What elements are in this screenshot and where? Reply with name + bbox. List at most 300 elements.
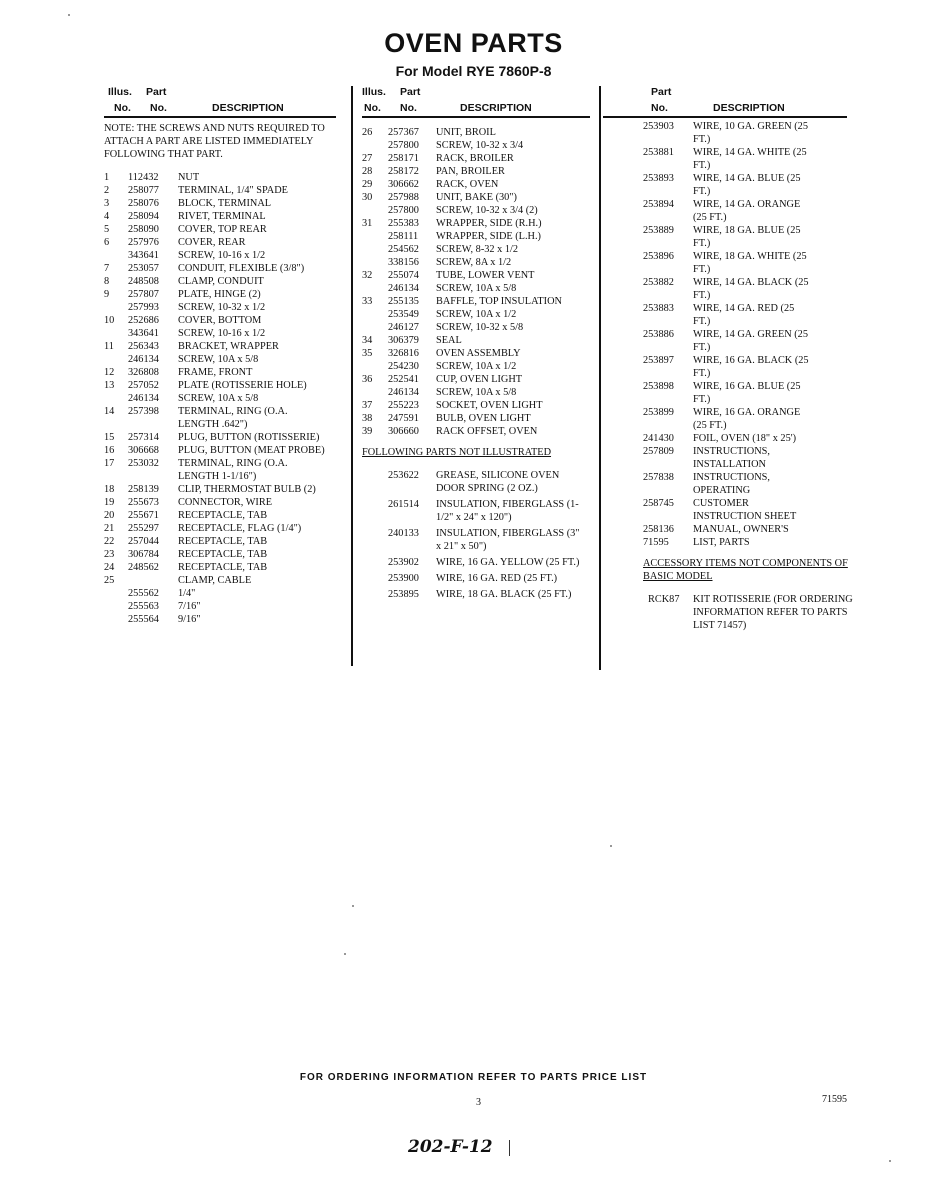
part-description: INSTRUCTIONS, INSTALLATION xyxy=(693,446,770,470)
part-number: 343641 xyxy=(128,328,159,339)
header-rule xyxy=(104,116,336,118)
table-row xyxy=(104,548,340,561)
table-row xyxy=(362,269,594,282)
part-description: PLUG, BUTTON (ROTISSERIE) xyxy=(178,432,320,443)
table-row xyxy=(104,561,340,574)
header-description: DESCRIPTION xyxy=(460,102,532,114)
part-number: 253889 xyxy=(643,225,674,236)
part-number: 257800 xyxy=(388,140,419,151)
part-description: SCREW, 10A x 1/2 xyxy=(436,361,517,372)
table-row xyxy=(104,288,340,301)
illus-number: 32 xyxy=(362,270,373,281)
part-number: 257800 xyxy=(388,205,419,216)
illus-number: 17 xyxy=(104,458,115,469)
table-row xyxy=(104,184,340,197)
part-number: 255297 xyxy=(128,523,159,534)
illus-number: 23 xyxy=(104,549,115,560)
table-row xyxy=(362,191,594,204)
part-number: 255562 xyxy=(128,588,159,599)
part-number: 258076 xyxy=(128,198,159,209)
illus-number: 5 xyxy=(104,224,110,235)
part-number: 257044 xyxy=(128,536,159,547)
column-header xyxy=(104,86,340,118)
header-part: Part xyxy=(400,86,421,98)
part-description: SOCKET, OVEN LIGHT xyxy=(436,400,543,411)
part-number: 257367 xyxy=(388,127,419,138)
part-number: 255563 xyxy=(128,601,159,612)
part-description: WIRE, 16 GA. BLACK (25 FT.) xyxy=(693,355,809,379)
part-number: 253899 xyxy=(643,407,674,418)
part-number: 253622 xyxy=(388,470,419,481)
part-description: SCREW, 10-32 x 1/2 xyxy=(178,302,266,313)
part-number: 255135 xyxy=(388,296,419,307)
illus-number: 31 xyxy=(362,218,373,229)
table-row xyxy=(362,139,594,152)
illus-number: 29 xyxy=(362,179,373,190)
part-number: 343641 xyxy=(128,250,159,261)
header-rule xyxy=(603,116,847,118)
part-description: INSULATION, FIBERGLASS (3" x 21" x 50") xyxy=(436,528,580,552)
illus-number: 13 xyxy=(104,380,115,391)
header-no-illus: No. xyxy=(364,102,381,114)
part-description: WIRE, 18 GA. BLUE (25 FT.) xyxy=(693,225,801,249)
header-no-part: No. xyxy=(150,102,167,114)
illus-number: 25 xyxy=(104,575,115,586)
part-description: TERMINAL, 1/4" SPADE xyxy=(178,185,288,196)
illus-number: 14 xyxy=(104,406,115,417)
screws-note: NOTE: THE SCREWS AND NUTS REQUIRED TO ATTACH A PART ARE LISTED IMMEDIATELY FOLLOWING THAT PART. xyxy=(104,123,325,160)
part-description: BRACKET, WRAPPER xyxy=(178,341,279,352)
table-row xyxy=(362,165,594,178)
part-number: 248562 xyxy=(128,562,159,573)
part-number: 257993 xyxy=(128,302,159,313)
not-illustrated-heading: FOLLOWING PARTS NOT ILLUSTRATED xyxy=(362,447,552,458)
part-description: WIRE, 14 GA. BLUE (25 FT.) xyxy=(693,173,801,197)
table-row xyxy=(643,445,863,471)
table-row xyxy=(643,593,863,632)
part-number: 258090 xyxy=(128,224,159,235)
scan-speck xyxy=(68,14,70,16)
table-row xyxy=(643,120,863,146)
table-row xyxy=(104,197,340,210)
part-number: 255564 xyxy=(128,614,159,625)
part-description: SCREW, 10-16 x 1/2 xyxy=(178,328,266,339)
table-row xyxy=(104,171,340,184)
part-description: COVER, REAR xyxy=(178,237,246,248)
illus-number: 4 xyxy=(104,211,110,222)
illus-number: 8 xyxy=(104,276,110,287)
pen-mark xyxy=(509,1140,510,1156)
table-row xyxy=(104,392,340,405)
part-number: 261514 xyxy=(388,499,419,510)
part-number: 253900 xyxy=(388,573,419,584)
part-description: RECEPTACLE, TAB xyxy=(178,562,268,573)
part-description: TERMINAL, RING (O.A. LENGTH 1-1/16") xyxy=(178,458,288,482)
illus-number: 28 xyxy=(362,166,373,177)
part-number: 257314 xyxy=(128,432,159,443)
parts-list xyxy=(643,120,863,549)
table-row xyxy=(104,483,340,496)
part-description: WRAPPER, SIDE (R.H.) xyxy=(436,218,542,229)
table-row xyxy=(104,301,340,314)
illus-number: 33 xyxy=(362,296,373,307)
parts-column-3 xyxy=(643,86,863,632)
table-row xyxy=(362,425,594,438)
part-number: 253886 xyxy=(643,329,674,340)
header-rule xyxy=(362,116,590,118)
part-description: OVEN ASSEMBLY xyxy=(436,348,521,359)
part-number: 253881 xyxy=(643,147,674,158)
part-description: RECEPTACLE, TAB xyxy=(178,510,268,521)
illus-number: 27 xyxy=(362,153,373,164)
part-description: WIRE, 14 GA. GREEN (25 FT.) xyxy=(693,329,808,353)
part-description: SCREW, 10-16 x 1/2 xyxy=(178,250,266,261)
part-description: 9/16" xyxy=(178,614,201,625)
table-row xyxy=(362,469,594,495)
column-header xyxy=(643,86,863,118)
table-row xyxy=(104,522,340,535)
part-description: SEAL xyxy=(436,335,462,346)
table-row xyxy=(104,405,340,431)
part-number: 258077 xyxy=(128,185,159,196)
part-number: 253057 xyxy=(128,263,159,274)
part-description: GREASE, SILICONE OVEN DOOR SPRING (2 OZ.) xyxy=(436,470,560,494)
part-number: 255673 xyxy=(128,497,159,508)
table-row xyxy=(643,224,863,250)
part-description: BAFFLE, TOP INSULATION xyxy=(436,296,562,307)
part-number: 306662 xyxy=(388,179,419,190)
part-description: RECEPTACLE, FLAG (1/4") xyxy=(178,523,302,534)
part-number: 257398 xyxy=(128,406,159,417)
part-description: INSTRUCTIONS, OPERATING xyxy=(693,472,770,496)
part-number: 253903 xyxy=(643,121,674,132)
table-row xyxy=(643,276,863,302)
table-row xyxy=(362,308,594,321)
part-description: WIRE, 16 GA. RED (25 FT.) xyxy=(436,573,558,584)
part-number: 253896 xyxy=(643,251,674,262)
part-description: WIRE, 16 GA. YELLOW (25 FT.) xyxy=(436,557,580,568)
part-description: WIRE, 18 GA. WHITE (25 FT.) xyxy=(693,251,807,275)
part-number: 241430 xyxy=(643,433,674,444)
part-number: 253895 xyxy=(388,589,419,600)
header-description: DESCRIPTION xyxy=(212,102,284,114)
illus-number: 38 xyxy=(362,413,373,424)
table-row xyxy=(643,198,863,224)
part-number: 338156 xyxy=(388,257,419,268)
part-description: PLATE, HINGE (2) xyxy=(178,289,261,300)
part-number: 255223 xyxy=(388,400,419,411)
table-row xyxy=(362,373,594,386)
part-number: 71595 xyxy=(643,537,669,548)
part-number: 254562 xyxy=(388,244,419,255)
column-divider xyxy=(351,86,353,666)
column-divider xyxy=(599,86,601,670)
part-description: COVER, BOTTOM xyxy=(178,315,262,326)
part-number: 252686 xyxy=(128,315,159,326)
table-row xyxy=(362,527,594,553)
table-row xyxy=(643,471,863,497)
parts-column-1 xyxy=(104,86,340,626)
part-number: 326816 xyxy=(388,348,419,359)
part-description: CLAMP, CONDUIT xyxy=(178,276,264,287)
part-description: RECEPTACLE, TAB xyxy=(178,536,268,547)
part-description: PLATE (ROTISSERIE HOLE) xyxy=(178,380,307,391)
table-row xyxy=(362,347,594,360)
part-number: 253032 xyxy=(128,458,159,469)
part-number: 112432 xyxy=(128,172,159,183)
handwritten-note: 202-F-12 xyxy=(408,1137,493,1157)
part-number: 246127 xyxy=(388,322,419,333)
header-description: DESCRIPTION xyxy=(713,102,785,114)
header-no-part: No. xyxy=(400,102,417,114)
part-number: 246134 xyxy=(388,283,419,294)
header-part: Part xyxy=(146,86,167,98)
table-row xyxy=(643,146,863,172)
part-number: 255074 xyxy=(388,270,419,281)
illus-number: 18 xyxy=(104,484,115,495)
illus-number: 36 xyxy=(362,374,373,385)
illus-number: 10 xyxy=(104,315,115,326)
part-number: 257807 xyxy=(128,289,159,300)
part-description: SCREW, 10A x 5/8 xyxy=(436,387,517,398)
part-number: 246134 xyxy=(128,393,159,404)
part-description: WRAPPER, SIDE (L.H.) xyxy=(436,231,541,242)
parts-list xyxy=(362,126,594,438)
accessory-heading: ACCESSORY ITEMS NOT COMPONENTS OF BASIC MODEL xyxy=(643,558,848,582)
part-number: 247591 xyxy=(388,413,419,424)
illus-number: 21 xyxy=(104,523,115,534)
part-number: 258745 xyxy=(643,498,674,509)
part-description: SCREW, 10A x 5/8 xyxy=(436,283,517,294)
part-description: RECEPTACLE, TAB xyxy=(178,549,268,560)
part-number: RCK87 xyxy=(648,594,680,605)
part-description: TUBE, LOWER VENT xyxy=(436,270,535,281)
part-description: RACK OFFSET, OVEN xyxy=(436,426,538,437)
table-row xyxy=(362,360,594,373)
part-description: SCREW, 8-32 x 1/2 xyxy=(436,244,519,255)
table-row xyxy=(104,457,340,483)
header-part: Part xyxy=(651,86,672,98)
part-description: WIRE, 16 GA. BLUE (25 FT.) xyxy=(693,381,801,405)
table-row xyxy=(362,321,594,334)
table-row xyxy=(362,572,594,585)
part-description: PLUG, BUTTON (MEAT PROBE) xyxy=(178,445,325,456)
table-row xyxy=(104,327,340,340)
table-row xyxy=(643,523,863,536)
table-row xyxy=(362,386,594,399)
part-description: SCREW, 8A x 1/2 xyxy=(436,257,512,268)
illus-number: 12 xyxy=(104,367,115,378)
part-number: 246134 xyxy=(388,387,419,398)
ordering-footer: FOR ORDERING INFORMATION REFER TO PARTS PRICE LIST xyxy=(299,1072,648,1083)
table-row xyxy=(362,178,594,191)
not-illustrated-list xyxy=(362,469,594,601)
part-description: FRAME, FRONT xyxy=(178,367,253,378)
part-description: CUSTOMER INSTRUCTION SHEET xyxy=(693,498,797,522)
table-row xyxy=(104,340,340,353)
part-number: 257052 xyxy=(128,380,159,391)
part-number: 306784 xyxy=(128,549,159,560)
part-number: 248508 xyxy=(128,276,159,287)
part-number: 253898 xyxy=(643,381,674,392)
table-row xyxy=(362,152,594,165)
part-number: 255383 xyxy=(388,218,419,229)
part-description: WIRE, 18 GA. BLACK (25 FT.) xyxy=(436,589,572,600)
table-row xyxy=(643,302,863,328)
table-row xyxy=(362,412,594,425)
part-description: WIRE, 14 GA. BLACK (25 FT.) xyxy=(693,277,809,301)
table-row xyxy=(104,249,340,262)
illus-number: 19 xyxy=(104,497,115,508)
table-row xyxy=(104,444,340,457)
header-illus: Illus. xyxy=(108,86,132,98)
table-row xyxy=(362,126,594,139)
table-row xyxy=(362,217,594,230)
illus-number: 16 xyxy=(104,445,115,456)
table-row xyxy=(643,406,863,432)
part-description: FOIL, OVEN (18" x 25') xyxy=(693,433,797,444)
illus-number: 1 xyxy=(104,172,110,183)
table-row xyxy=(104,600,340,613)
part-number: 257838 xyxy=(643,472,674,483)
table-row xyxy=(362,588,594,601)
illus-number: 26 xyxy=(362,127,373,138)
table-row xyxy=(104,366,340,379)
table-row xyxy=(104,431,340,444)
document-number: 71595 xyxy=(822,1094,847,1105)
part-number: 240133 xyxy=(388,528,419,539)
part-number: 254230 xyxy=(388,361,419,372)
part-description: WIRE, 14 GA. ORANGE (25 FT.) xyxy=(693,199,801,223)
illus-number: 3 xyxy=(104,198,110,209)
illus-number: 39 xyxy=(362,426,373,437)
table-row xyxy=(104,587,340,600)
part-description: CLAMP, CABLE xyxy=(178,575,252,586)
table-row xyxy=(104,353,340,366)
table-row xyxy=(362,243,594,256)
part-description: MANUAL, OWNER'S xyxy=(693,524,789,535)
part-number: 256343 xyxy=(128,341,159,352)
illus-number: 35 xyxy=(362,348,373,359)
part-number: 255671 xyxy=(128,510,159,521)
accessory-list xyxy=(643,593,863,632)
table-row xyxy=(104,314,340,327)
part-number: 252541 xyxy=(388,374,419,385)
part-number: 306660 xyxy=(388,426,419,437)
table-row xyxy=(362,295,594,308)
illus-number: 24 xyxy=(104,562,115,573)
part-description: WIRE, 10 GA. GREEN (25 FT.) xyxy=(693,121,808,145)
table-row xyxy=(362,256,594,269)
part-description: LIST, PARTS xyxy=(693,537,750,548)
part-description: CUP, OVEN LIGHT xyxy=(436,374,523,385)
part-description: SCREW, 10-32 x 3/4 (2) xyxy=(436,205,538,216)
parts-column-2 xyxy=(362,86,594,604)
part-number: 257976 xyxy=(128,237,159,248)
part-description: CONNECTOR, WIRE xyxy=(178,497,273,508)
part-description: PAN, BROILER xyxy=(436,166,505,177)
table-row xyxy=(362,399,594,412)
page-number: 3 xyxy=(476,1097,481,1108)
part-number: 246134 xyxy=(128,354,159,365)
part-number: 253902 xyxy=(388,557,419,568)
table-row xyxy=(362,498,594,524)
part-description: RIVET, TERMINAL xyxy=(178,211,266,222)
part-description: NUT xyxy=(178,172,200,183)
part-number: 253894 xyxy=(643,199,674,210)
part-number: 253883 xyxy=(643,303,674,314)
illus-number: 30 xyxy=(362,192,373,203)
table-row xyxy=(104,574,340,587)
part-description: CLIP, THERMOSTAT BULB (2) xyxy=(178,484,316,495)
table-row xyxy=(643,536,863,549)
table-row xyxy=(104,379,340,392)
header-no-part: No. xyxy=(651,102,668,114)
part-description: WIRE, 14 GA. RED (25 FT.) xyxy=(693,303,795,327)
part-description: SCREW, 10-32 x 3/4 xyxy=(436,140,524,151)
header-illus: Illus. xyxy=(362,86,386,98)
part-number: 326808 xyxy=(128,367,159,378)
table-row xyxy=(104,535,340,548)
part-description: UNIT, BROIL xyxy=(436,127,496,138)
model-subtitle: For Model RYE 7860P-8 xyxy=(395,63,552,79)
part-description: UNIT, BAKE (30") xyxy=(436,192,517,203)
part-description: SCREW, 10-32 x 5/8 xyxy=(436,322,524,333)
illus-number: 37 xyxy=(362,400,373,411)
part-description: COVER, TOP REAR xyxy=(178,224,267,235)
table-row xyxy=(104,262,340,275)
table-row xyxy=(104,509,340,522)
column-header xyxy=(362,86,594,118)
parts-list xyxy=(104,171,340,626)
part-description: 1/4" xyxy=(178,588,196,599)
part-description: BLOCK, TERMINAL xyxy=(178,198,272,209)
table-row xyxy=(643,328,863,354)
part-description: BULB, OVEN LIGHT xyxy=(436,413,531,424)
table-row xyxy=(362,282,594,295)
part-description: SCREW, 10A x 5/8 xyxy=(178,354,259,365)
table-row xyxy=(643,172,863,198)
part-number: 257809 xyxy=(643,446,674,457)
part-number: 253882 xyxy=(643,277,674,288)
illus-number: 2 xyxy=(104,185,110,196)
table-row xyxy=(104,613,340,626)
part-number: 306668 xyxy=(128,445,159,456)
part-number: 306379 xyxy=(388,335,419,346)
part-number: 258111 xyxy=(388,231,419,242)
part-description: WIRE, 14 GA. WHITE (25 FT.) xyxy=(693,147,807,171)
table-row xyxy=(362,230,594,243)
part-description: CONDUIT, FLEXIBLE (3/8") xyxy=(178,263,305,274)
table-row xyxy=(104,275,340,288)
table-row xyxy=(104,210,340,223)
part-number: 253549 xyxy=(388,309,419,320)
part-number: 253893 xyxy=(643,173,674,184)
illus-number: 6 xyxy=(104,237,110,248)
table-row xyxy=(104,236,340,249)
scan-speck xyxy=(352,905,354,907)
table-row xyxy=(643,250,863,276)
illus-number: 7 xyxy=(104,263,110,274)
table-row xyxy=(643,354,863,380)
table-row xyxy=(643,380,863,406)
illus-number: 34 xyxy=(362,335,373,346)
illus-number: 11 xyxy=(104,341,114,352)
part-number: 258136 xyxy=(643,524,674,535)
table-row xyxy=(362,334,594,347)
part-number: 253897 xyxy=(643,355,674,366)
illus-number: 22 xyxy=(104,536,115,547)
